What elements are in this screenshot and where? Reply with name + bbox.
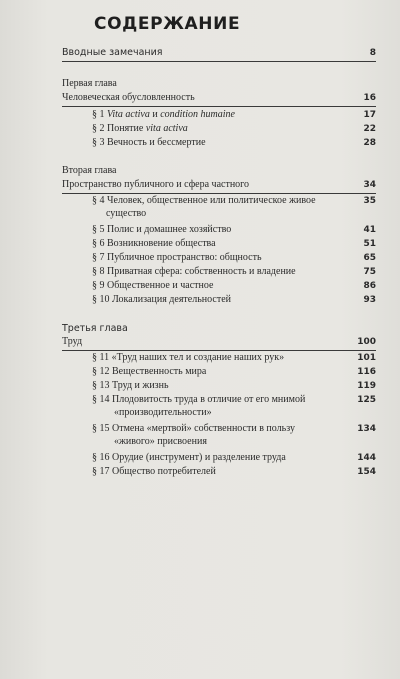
- toc-page-number: 125: [357, 395, 376, 405]
- toc-entry-label: Пространство публичного и сфера частного: [62, 179, 250, 190]
- toc-entry-label: § 12 Вещественность мира: [92, 366, 207, 377]
- toc-chapter-3-title[interactable]: [62, 336, 376, 351]
- page-title: СОДЕРЖАНИЕ: [94, 14, 241, 34]
- toc-entry-label: § 2 Понятие vita activa: [92, 123, 188, 134]
- toc-page-number: 41: [363, 225, 376, 235]
- toc-entry-label: § 17 Общество потребителей: [92, 466, 216, 477]
- chapter-heading-1: Первая глава: [62, 78, 117, 89]
- toc-entry-label-continued: «живого» присвоения: [114, 436, 207, 447]
- toc-entry-label: § 5 Полис и домашнее хозяйство: [92, 224, 232, 235]
- toc-chapter-1-title[interactable]: [62, 92, 376, 107]
- toc-entry-label: § 1 Vita activa и condition humaine: [92, 109, 235, 120]
- toc-page-number: 134: [357, 424, 376, 434]
- toc-page-number: 65: [363, 253, 376, 263]
- toc-page-number: 34: [363, 180, 376, 190]
- toc-entry-label: Вводные замечания: [62, 47, 163, 58]
- toc-page-number: 93: [363, 295, 376, 305]
- toc-page-number: 101: [357, 353, 376, 363]
- toc-entry-label: § 7 Публичное пространство: общность: [92, 252, 262, 263]
- toc-page-number: 8: [369, 48, 376, 58]
- toc-entry-label: § 16 Орудие (инструмент) и разделение труда: [92, 452, 286, 463]
- chapter-heading-2: Вторая глава: [62, 165, 117, 176]
- toc-entry-label: Человеческая обусловленность: [62, 92, 195, 103]
- toc-entry-label: § 8 Приватная сфера: собственность и владение: [92, 266, 296, 277]
- toc-entry-label-continued: существо: [106, 208, 147, 219]
- toc-page-number: 86: [363, 281, 376, 291]
- toc-chapter-2-title[interactable]: [62, 179, 376, 194]
- toc-entry-label: Труд: [62, 336, 83, 347]
- toc-entry-label: § 3 Вечность и бессмертие: [92, 137, 206, 148]
- toc-page-number: 154: [357, 467, 376, 477]
- toc-entry-label: § 10 Локализация деятельностей: [92, 294, 231, 305]
- toc-entry-label: § 6 Возникновение общества: [92, 238, 216, 249]
- toc-entry-label: § 11 «Труд наших тел и создание наших рук»: [92, 352, 285, 363]
- chapter-heading-3: Третья глава: [62, 323, 128, 334]
- toc-page-number: 35: [363, 196, 376, 206]
- toc-entry-label: § 15 Отмена «мертвой» собственности в пользу: [92, 423, 295, 434]
- toc-entry-label: § 4 Человек, общественное или политическое живое: [92, 195, 316, 206]
- toc-page-number: 28: [363, 138, 376, 148]
- toc-page-number: 116: [357, 367, 376, 377]
- toc-page-number: 16: [363, 93, 376, 103]
- toc-entry-label-continued: «производительности»: [114, 407, 212, 418]
- toc-page-number: 100: [357, 337, 376, 347]
- toc-page-number: 75: [363, 267, 376, 277]
- toc-page-number: 17: [363, 110, 376, 120]
- toc-entry-label: § 9 Общественное и частное: [92, 280, 214, 291]
- toc-entry-intro[interactable]: [62, 47, 376, 62]
- toc-page-number: 51: [363, 239, 376, 249]
- toc-entry-label: § 13 Труд и жизнь: [92, 380, 169, 391]
- toc-page-number: 144: [357, 453, 376, 463]
- toc-page-number: 22: [363, 124, 376, 134]
- toc-entry-label: § 14 Плодовитость труда в отличие от его мнимой: [92, 394, 306, 405]
- toc-page-number: 119: [357, 381, 376, 391]
